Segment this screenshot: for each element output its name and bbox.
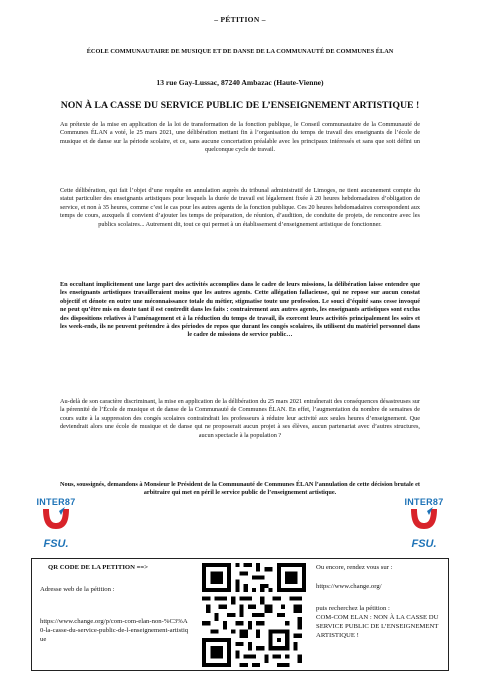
fsu-emblem-icon: [35, 507, 77, 533]
petition-search-term: COM-COM ELAN : NON À LA CASSE DU SERVICE PUBLIC DE L’ENSEIGNEMENT ARTISTIQUE !: [316, 614, 439, 639]
petition-qr-panel: [31, 558, 449, 671]
fsu-inter87-logo-left: [35, 497, 77, 550]
web-address-label: Adresse web de la pétition :: [40, 586, 115, 593]
fsu-inter87-logo-right: [403, 497, 445, 550]
logo-union-text: FSU.: [411, 538, 437, 550]
logo-union-text: FSU.: [43, 538, 69, 550]
change-org-link[interactable]: https://www.change.org/: [316, 583, 382, 590]
fsu-emblem-icon: [403, 507, 445, 533]
paragraph-demand: Nous, soussignés, demandons à Monsieur le Président de la Communauté de Communes ÉLAN l’annulation de cette décision brutale et arbitraire qui met en péril le service public de l’enseignement artistique.: [60, 481, 420, 497]
qr-code-label: QR CODE DE LA PETITION ==>: [48, 564, 149, 571]
petition-title: NON À LA CASSE DU SERVICE PUBLIC DE L’ENSEIGNEMENT ARTISTIQUE !: [60, 100, 420, 111]
paragraph-consequences: Au-delà de son caractère discriminant, la mise en application de la délibération du 25 mars 2021 entraînerait des conséquences désastreuses sur la pérennité de l’École de musique et de danse de la Communauté de Communes ÉLAN. En effet, l’augmentation du nombre de semaines de cours suite à la suppression des congés scolaires contraindrait les professeurs à réduire leur activité aux seules heures d’enseignement. Que deviendrait alors une école de musique et de danse qui ne proposerait aucun projet à ses élèves, aucun partenariat avec d’autres structures, aucun spectacle à la population ?: [60, 398, 420, 439]
petition-kicker: – PÉTITION –: [214, 15, 266, 24]
paragraph-legal-status: Cette délibération, qui fait l’objet d’une requête en annulation auprès du tribunal administratif de Limoges, ne tient aucunement compte du statut particulier des enseignants artistiques pour lesquels la durée de travail est légalement fixée à 20 heures hebdomadaires d’obligation de service, et non à 35 heures, comme c’est le cas pour les autres agents de la fonction publique. Ces 20 heures hebdomadaires correspondent aux temps de cours, auxquels il convient d’ajouter les temps de préparation, de réunion, d’audition, de conduite de projets, de rencontre avec les publics scolaires... Autrement dit, tout ce qui permet à un établissement d’enseignement artistique de fonctionner.: [60, 187, 420, 228]
qr-code-icon[interactable]: [202, 563, 306, 667]
school-address: 13 rue Gay-Lussac, 87240 Ambazac (Haute-Vienne): [156, 78, 324, 87]
logo-brand-text: INTER87: [404, 497, 444, 507]
school-name: ÉCOLE COMMUNAUTAIRE DE MUSIQUE ET DE DANSE DE LA COMMUNAUTÉ DE COMMUNES ÉLAN: [86, 48, 394, 55]
paragraph-discrimination: En occultant implicitement une large part des activités accomplies dans le cadre de leurs missions, la délibération laisse entendre que les enseignants artistiques travailleraient moins que les autres agents. Cette allégation fallacieuse, qui ne repose sur aucun constat objectif et dénote en outre une méconnaissance totale du métier, stigmatise toute une profession. Le souci d’équité sans cesse invoqué ne peut qu’être mis en doute tant il est contredit dans les faits : contrairement aux autres agents, les enseignants artistiques sont exclus des dispositions relatives à l’aménagement et à la réduction du temps de travail, ils exercent leurs activités principalement les soirs et les week-ends, ils ne peuvent prétendre à des périodes de repos que durant les congés scolaires, ils utilisent du matériel personnel dans le cadre de missions de service public…: [60, 281, 420, 339]
alternative-instruction: Ou encore, rendez vous sur :: [316, 564, 393, 571]
paragraph-context: Au prétexte de la mise en application de la loi de transformation de la fonction publique, le Conseil communautaire de la Communauté de Communes ÉLAN a voté, le 25 mars 2021, une délibération mettant fin à l’organisation du temps de travail des enseignants de l’école de musique et de danse sur la période scolaire, et ce, sans aucune concertation préalable avec les principaux intéressés et sans que soit défini un quelconque cycle de travail.: [60, 121, 420, 154]
search-instruction: puis recherchez la pétition :: [316, 605, 390, 612]
logo-brand-text: INTER87: [36, 497, 76, 507]
petition-web-link[interactable]: https://www.change.org/p/com-com-elan-non-%C3%A0-la-casse-du-service-public-de-l-enseignement-artistique: [40, 618, 189, 643]
